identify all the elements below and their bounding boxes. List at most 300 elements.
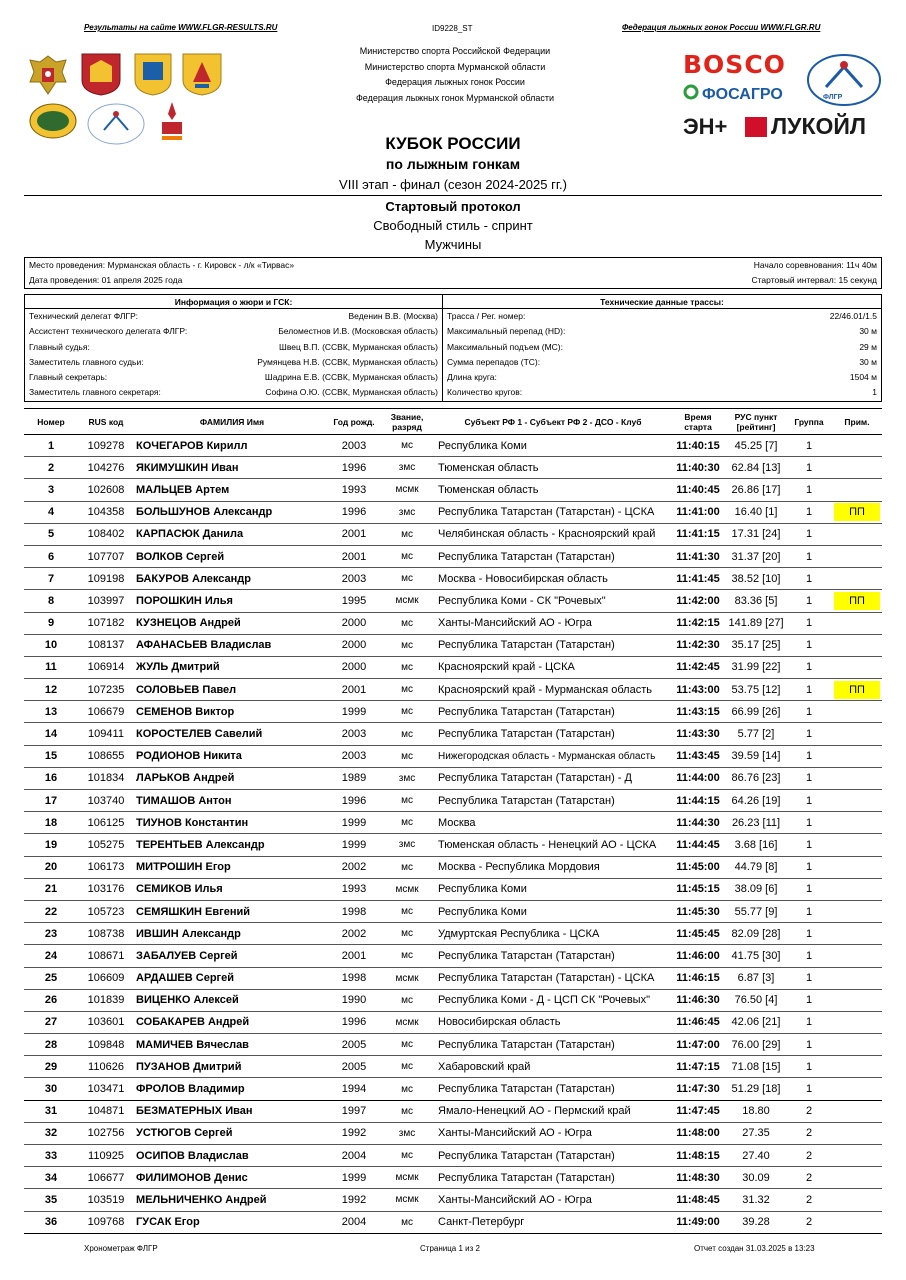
start-time: 11:43:15 — [670, 701, 726, 723]
bib-number: 22 — [24, 900, 78, 922]
table-row — [24, 1078, 882, 1100]
start-time: 11:40:45 — [670, 479, 726, 501]
region-club: Ямало-Ненецкий АО - Пермский край — [436, 1100, 670, 1122]
athlete-name: МИТРОШИН Егор — [134, 856, 330, 878]
region-club: Удмуртская Республика - ЦСКА — [436, 923, 670, 945]
remark — [832, 568, 882, 590]
sport-subtitle: по лыжным гонкам — [385, 156, 521, 172]
rus-code: 109848 — [78, 1034, 134, 1056]
rus-code: 107235 — [78, 679, 134, 701]
rus-code: 105275 — [78, 834, 134, 856]
remark — [832, 723, 882, 745]
table-row — [24, 923, 882, 945]
bib-number: 27 — [24, 1011, 78, 1033]
bib-number: 10 — [24, 634, 78, 656]
rus-points: 27.40 — [726, 1145, 786, 1167]
remark — [832, 1167, 882, 1189]
region-club: Республика Татарстан (Татарстан) - Д — [436, 767, 670, 789]
rus-code: 104358 — [78, 501, 134, 523]
rus-points: 51.29 [18] — [726, 1078, 786, 1100]
region-club: Республика Татарстан (Татарстан) — [436, 1034, 670, 1056]
start-time: 11:41:30 — [670, 545, 726, 567]
start-time: 11:43:45 — [670, 745, 726, 767]
birth-year: 1999 — [330, 1167, 378, 1189]
athlete-rank: змс — [378, 834, 436, 856]
bib-number: 18 — [24, 812, 78, 834]
organizer-line: Министерство спорта Российской Федерации — [359, 46, 551, 56]
col-header-region: Субъект РФ 1 - Субъект РФ 2 - ДСО - Клуб — [436, 409, 670, 435]
athlete-rank: мсмк — [378, 1011, 436, 1033]
document-id: ID9228_ST — [432, 24, 473, 33]
table-row — [24, 767, 882, 789]
start-group: 1 — [786, 701, 832, 723]
birth-year: 2004 — [330, 1145, 378, 1167]
athlete-rank: мс — [378, 612, 436, 634]
birth-year: 1992 — [330, 1189, 378, 1211]
region-club: Ханты-Мансийский АО - Югра — [436, 612, 670, 634]
rus-points: 31.32 — [726, 1189, 786, 1211]
athlete-name: ВИЦЕНКО Алексей — [134, 989, 330, 1011]
birth-year: 2005 — [330, 1056, 378, 1078]
birth-year: 1996 — [330, 1011, 378, 1033]
region-club: Республика Татарстан (Татарстан) — [436, 1167, 670, 1189]
region-club: Республика Татарстан (Татарстан) - ЦСКА — [436, 967, 670, 989]
birth-year: 2002 — [330, 856, 378, 878]
rus-points: 5.77 [2] — [726, 723, 786, 745]
event-info-box — [24, 257, 882, 289]
bib-number: 11 — [24, 656, 78, 678]
bib-number: 2 — [24, 457, 78, 479]
rus-code: 108137 — [78, 634, 134, 656]
rus-points: 6.87 [3] — [726, 967, 786, 989]
table-row — [24, 856, 882, 878]
start-time: 11:46:45 — [670, 1011, 726, 1033]
rus-code: 103471 — [78, 1078, 134, 1100]
bosco-logo: BOSCO — [683, 50, 786, 79]
table-row — [24, 679, 882, 701]
rus-points: 39.59 [14] — [726, 745, 786, 767]
region-club: Республика Татарстан (Татарстан) - ЦСКА — [436, 501, 670, 523]
rus-code: 103997 — [78, 590, 134, 612]
start-group: 1 — [786, 767, 832, 789]
start-group: 1 — [786, 568, 832, 590]
athlete-name: ГУСАК Егор — [134, 1211, 330, 1233]
rus-code: 106125 — [78, 812, 134, 834]
athlete-name: ТИУНОВ Константин — [134, 812, 330, 834]
rus-code: 103740 — [78, 790, 134, 812]
start-group: 1 — [786, 967, 832, 989]
rus-code: 108671 — [78, 945, 134, 967]
birth-year: 2003 — [330, 723, 378, 745]
region-club: Москва - Новосибирская область — [436, 568, 670, 590]
athlete-rank: мс — [378, 545, 436, 567]
rus-code: 110626 — [78, 1056, 134, 1078]
birth-year: 1992 — [330, 1122, 378, 1144]
start-group: 1 — [786, 989, 832, 1011]
jury-item: Главный судья: Швец В.П. (ССВК, Мурманская область) — [29, 341, 438, 352]
bib-number: 33 — [24, 1145, 78, 1167]
remark — [832, 590, 882, 612]
athlete-name: ФРОЛОВ Владимир — [134, 1078, 330, 1100]
remark — [832, 523, 882, 545]
start-time: 11:41:00 — [670, 501, 726, 523]
rus-code: 108738 — [78, 923, 134, 945]
rus-points: 18.80 — [726, 1100, 786, 1122]
start-time: 11:42:45 — [670, 656, 726, 678]
rus-points: 39.28 — [726, 1211, 786, 1233]
start-time: 11:49:00 — [670, 1211, 726, 1233]
rus-points: 76.00 [29] — [726, 1034, 786, 1056]
rus-points: 41.75 [30] — [726, 945, 786, 967]
table-row — [24, 656, 882, 678]
rus-points: 66.99 [26] — [726, 701, 786, 723]
remark-badge: ПП — [834, 592, 880, 610]
remark — [832, 457, 882, 479]
athlete-rank: мс — [378, 745, 436, 767]
rus-code: 110925 — [78, 1145, 134, 1167]
start-time: 11:46:00 — [670, 945, 726, 967]
start-group: 1 — [786, 634, 832, 656]
jury-item: Технический делегат ФЛГР: Веденин В.В. (Москва) — [29, 311, 438, 321]
remark — [832, 812, 882, 834]
bib-number: 28 — [24, 1034, 78, 1056]
athlete-name: СОЛОВЬЕВ Павел — [134, 679, 330, 701]
start-group: 1 — [786, 856, 832, 878]
bib-number: 31 — [24, 1100, 78, 1122]
athlete-rank: мс — [378, 1056, 436, 1078]
remark — [832, 1100, 882, 1122]
region-club: Красноярский край - ЦСКА — [436, 656, 670, 678]
table-row — [24, 1189, 882, 1211]
region-club: Республика Татарстан (Татарстан) — [436, 701, 670, 723]
table-row — [24, 1167, 882, 1189]
athlete-rank: мсмк — [378, 878, 436, 900]
athlete-rank: змс — [378, 1122, 436, 1144]
track-item: Трасса / Рег. номер: 22/46.01/1.5 — [447, 311, 877, 321]
athlete-name: БЕЗМАТЕРНЫХ Иван — [134, 1100, 330, 1122]
remark — [832, 1122, 882, 1144]
rus-code: 104871 — [78, 1100, 134, 1122]
remark — [832, 435, 882, 457]
start-time: 11:47:30 — [670, 1078, 726, 1100]
athlete-rank: мсмк — [378, 967, 436, 989]
athlete-rank: мс — [378, 989, 436, 1011]
col-header-year: Год рожд. — [330, 409, 378, 435]
birth-year: 1993 — [330, 479, 378, 501]
birth-year: 2004 — [330, 1211, 378, 1233]
athlete-rank: мс — [378, 634, 436, 656]
bib-number: 13 — [24, 701, 78, 723]
start-group: 2 — [786, 1122, 832, 1144]
start-time: 11:42:00 — [670, 590, 726, 612]
rus-code: 105723 — [78, 900, 134, 922]
bib-number: 6 — [24, 545, 78, 567]
start-time: 11:44:30 — [670, 812, 726, 834]
athlete-name: ПОРОШКИН Илья — [134, 590, 330, 612]
bib-number: 17 — [24, 790, 78, 812]
table-row — [24, 1211, 882, 1233]
rus-points: 38.52 [10] — [726, 568, 786, 590]
table-row — [24, 1056, 882, 1078]
start-group: 2 — [786, 1145, 832, 1167]
birth-year: 1999 — [330, 812, 378, 834]
start-time: 11:43:00 — [670, 679, 726, 701]
athlete-name: ЛАРЬКОВ Андрей — [134, 767, 330, 789]
rus-points: 83.36 [5] — [726, 590, 786, 612]
jury-item: Заместитель главного судьи: Румянцева Н.В. (ССВК, Мурманская область) — [29, 356, 438, 367]
interval-text: Стартовый интервал: 15 секунд — [751, 275, 877, 285]
start-group: 1 — [786, 545, 832, 567]
bib-number: 16 — [24, 767, 78, 789]
rus-code: 109768 — [78, 1211, 134, 1233]
rus-code: 108655 — [78, 745, 134, 767]
rus-code: 106679 — [78, 701, 134, 723]
athlete-name: МЕЛЬНИЧЕНКО Андрей — [134, 1189, 330, 1211]
athlete-rank: мс — [378, 656, 436, 678]
region-club: Республика Коми — [436, 900, 670, 922]
track-item: Сумма перепадов (TC): 30 м — [447, 356, 877, 367]
track-item: Длина круга: 1504 м — [447, 372, 877, 383]
bib-number: 1 — [24, 435, 78, 457]
birth-year: 2000 — [330, 612, 378, 634]
athlete-name: КАРПАСЮК Данила — [134, 523, 330, 545]
table-row — [24, 1034, 882, 1056]
athlete-rank: мс — [378, 723, 436, 745]
col-header-code: RUS код — [78, 409, 134, 435]
remark — [832, 501, 882, 523]
athlete-rank: мс — [378, 1034, 436, 1056]
bib-number: 5 — [24, 523, 78, 545]
athlete-name: БОЛЬШУНОВ Александр — [134, 501, 330, 523]
birth-year: 1995 — [330, 590, 378, 612]
start-time: 11:46:30 — [670, 989, 726, 1011]
remark — [832, 545, 882, 567]
table-row — [24, 967, 882, 989]
table-row — [24, 479, 882, 501]
rus-points: 42.06 [21] — [726, 1011, 786, 1033]
rus-points: 141.89 [27] — [726, 612, 786, 634]
start-group: 1 — [786, 878, 832, 900]
birth-year: 1990 — [330, 989, 378, 1011]
discipline-title: Свободный стиль - спринт — [373, 218, 533, 233]
start-time: 11:44:00 — [670, 767, 726, 789]
start-group: 1 — [786, 479, 832, 501]
remark — [832, 945, 882, 967]
table-header-row — [24, 409, 882, 435]
table-row — [24, 457, 882, 479]
rus-points: 26.23 [11] — [726, 812, 786, 834]
region-club: Республика Коми — [436, 435, 670, 457]
start-time: 11:42:15 — [670, 612, 726, 634]
start-group: 2 — [786, 1189, 832, 1211]
jury-item: Ассистент технического делегата ФЛГР: Беломестнов И.В. (Московская область) — [29, 326, 438, 337]
start-list-table — [24, 408, 882, 1234]
athlete-rank: мс — [378, 523, 436, 545]
rus-code: 102756 — [78, 1122, 134, 1144]
birth-year: 1994 — [330, 1078, 378, 1100]
region-club: Республика Татарстан (Татарстан) — [436, 1145, 670, 1167]
bib-number: 8 — [24, 590, 78, 612]
start-time-text: Начало соревнования: 11ч 40м — [753, 260, 877, 270]
jury-column — [25, 295, 443, 401]
start-group: 1 — [786, 590, 832, 612]
date-text: Дата проведения: 01 апреля 2025 года — [29, 275, 183, 285]
region-club: Республика Татарстан (Татарстан) — [436, 723, 670, 745]
region-club: Республика Коми - СК "Рочевых" — [436, 590, 670, 612]
start-group: 1 — [786, 435, 832, 457]
region-club: Хабаровский край — [436, 1056, 670, 1078]
bib-number: 30 — [24, 1078, 78, 1100]
start-group: 1 — [786, 679, 832, 701]
remark — [832, 1056, 882, 1078]
region-club: Республика Татарстан (Татарстан) — [436, 545, 670, 567]
col-header-rating: РУС пункт [рейтинг] — [726, 409, 786, 435]
footer-timing: Хронометраж ФЛГР — [84, 1244, 158, 1253]
start-group: 2 — [786, 1100, 832, 1122]
region-club: Республика Татарстан (Татарстан) — [436, 945, 670, 967]
athlete-name: КОЧЕГАРОВ Кирилл — [134, 435, 330, 457]
region-club: Красноярский край - Мурманская область — [436, 679, 670, 701]
bib-number: 36 — [24, 1211, 78, 1233]
table-row — [24, 545, 882, 567]
rus-points: 27.35 — [726, 1122, 786, 1144]
athlete-name: СЕМЯШКИН Евгений — [134, 900, 330, 922]
remark — [832, 790, 882, 812]
start-group: 1 — [786, 1056, 832, 1078]
athlete-name: СЕМИКОВ Илья — [134, 878, 330, 900]
athlete-rank: мсмк — [378, 1167, 436, 1189]
athlete-name: ПУЗАНОВ Дмитрий — [134, 1056, 330, 1078]
birth-year: 2000 — [330, 634, 378, 656]
kirovsk-logo — [133, 52, 173, 96]
rus-points: 44.79 [8] — [726, 856, 786, 878]
athlete-name: КОРОСТЕЛЕВ Савелий — [134, 723, 330, 745]
birth-year: 1998 — [330, 900, 378, 922]
start-group: 1 — [786, 1011, 832, 1033]
rus-code: 101839 — [78, 989, 134, 1011]
region-club: Тюменская область — [436, 457, 670, 479]
phosagro-icon — [683, 84, 697, 98]
athlete-rank: мс — [378, 1100, 436, 1122]
organizer-line: Федерация лыжных гонок России — [385, 77, 525, 87]
table-row — [24, 634, 882, 656]
rus-code: 107182 — [78, 612, 134, 634]
bib-number: 4 — [24, 501, 78, 523]
region-club: Ханты-Мансийский АО - Югра — [436, 1189, 670, 1211]
bib-number: 21 — [24, 878, 78, 900]
flgr-logo — [806, 53, 882, 107]
rus-code: 106173 — [78, 856, 134, 878]
athlete-name: ТИМАШОВ Антон — [134, 790, 330, 812]
athlete-rank: мсмк — [378, 590, 436, 612]
bib-number: 29 — [24, 1056, 78, 1078]
start-time: 11:44:15 — [670, 790, 726, 812]
birth-year: 1989 — [330, 767, 378, 789]
en-plus-logo: ЭН+ — [683, 114, 728, 139]
protocol-title: Стартовый протокол — [385, 199, 521, 214]
athlete-name: ИВШИН Александр — [134, 923, 330, 945]
birth-year: 2005 — [330, 1034, 378, 1056]
birth-year: 1996 — [330, 501, 378, 523]
rus-code: 106609 — [78, 967, 134, 989]
athlete-rank: мс — [378, 435, 436, 457]
rus-code: 104276 — [78, 457, 134, 479]
start-time: 11:43:30 — [670, 723, 726, 745]
birth-year: 1999 — [330, 834, 378, 856]
start-group: 1 — [786, 945, 832, 967]
remark — [832, 479, 882, 501]
col-header-group: Группа — [786, 409, 832, 435]
start-time: 11:41:45 — [670, 568, 726, 590]
region-club: Тюменская область — [436, 479, 670, 501]
remark — [832, 834, 882, 856]
table-row — [24, 1100, 882, 1122]
rus-code: 106677 — [78, 1167, 134, 1189]
rus-points: 86.76 [23] — [726, 767, 786, 789]
start-time: 11:48:30 — [670, 1167, 726, 1189]
birth-year: 1998 — [330, 967, 378, 989]
athlete-rank: мс — [378, 945, 436, 967]
phosagro-logo: ФОСАГРО — [702, 86, 783, 103]
table-row — [24, 900, 882, 922]
start-group: 1 — [786, 1034, 832, 1056]
federation-site-link[interactable]: Федерация лыжных гонок России WWW.FLGR.RU — [622, 23, 821, 32]
start-time: 11:45:00 — [670, 856, 726, 878]
start-time: 11:45:30 — [670, 900, 726, 922]
table-row — [24, 723, 882, 745]
jury-header: Информация о жюри и ГСК: — [25, 295, 442, 309]
remark — [832, 1189, 882, 1211]
start-group: 1 — [786, 812, 832, 834]
rus-points: 30.09 — [726, 1167, 786, 1189]
birth-year: 2001 — [330, 945, 378, 967]
rus-points: 55.77 [9] — [726, 900, 786, 922]
bib-number: 20 — [24, 856, 78, 878]
region-club: Москва - Республика Мордовия — [436, 856, 670, 878]
birth-year: 2003 — [330, 568, 378, 590]
remark — [832, 745, 882, 767]
jury-item: Главный секретарь: Шадрина Е.В. (ССВК, Мурманская область) — [29, 372, 438, 383]
birth-year: 2000 — [330, 656, 378, 678]
rus-points: 26.86 [17] — [726, 479, 786, 501]
region-club: Республика Татарстан (Татарстан) — [436, 1078, 670, 1100]
rus-code: 103176 — [78, 878, 134, 900]
athlete-name: МАЛЬЦЕВ Артем — [134, 479, 330, 501]
athlete-rank: мсмк — [378, 1189, 436, 1211]
region-club: Тюменская область - Ненецкий АО - ЦСКА — [436, 834, 670, 856]
athlete-rank: мс — [378, 856, 436, 878]
birth-year: 2001 — [330, 523, 378, 545]
athlete-name: РОДИОНОВ Никита — [134, 745, 330, 767]
col-header-note: Прим. — [832, 409, 882, 435]
region-club: Новосибирская область — [436, 1011, 670, 1033]
athlete-name: ВОЛКОВ Сергей — [134, 545, 330, 567]
start-group: 1 — [786, 900, 832, 922]
col-header-num: Номер — [24, 409, 78, 435]
table-row — [24, 612, 882, 634]
results-site-link[interactable]: Результаты на сайте WWW.FLGR-RESULTS.RU — [84, 23, 278, 32]
track-item: Максимальный подъем (MC): 29 м — [447, 341, 877, 352]
athlete-name: ОСИПОВ Владислав — [134, 1145, 330, 1167]
bib-number: 14 — [24, 723, 78, 745]
bib-number: 35 — [24, 1189, 78, 1211]
start-time: 11:42:30 — [670, 634, 726, 656]
rus-points: 53.75 [12] — [726, 679, 786, 701]
rus-code: 109411 — [78, 723, 134, 745]
remark — [832, 1078, 882, 1100]
rus-code: 109198 — [78, 568, 134, 590]
start-time: 11:48:00 — [670, 1122, 726, 1144]
